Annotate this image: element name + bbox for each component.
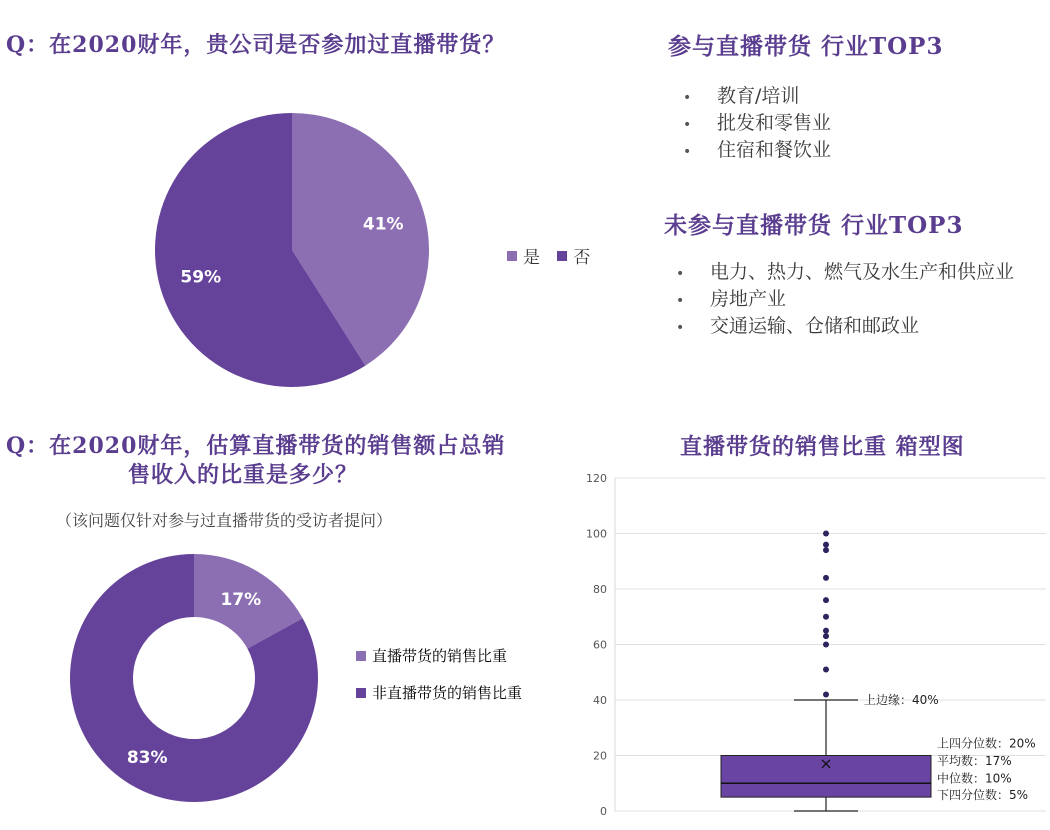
list-item: • 住宿和餐饮业: [683, 139, 832, 161]
boxplot-title: 直播带货的销售比重 箱型图: [680, 434, 965, 460]
list-item: • 交通运输、仓储和邮政业: [676, 315, 920, 337]
legend-label-non-live: 非直播带货的销售比重: [372, 684, 523, 702]
outlier-point: [823, 628, 829, 634]
q2-note: （该问题仅针对参与过直播带货的受访者提问）: [56, 511, 393, 530]
annotation-upper: 上边缘：40%: [864, 693, 939, 707]
outlier-point: [823, 614, 829, 620]
q2-title-line1: Q：在2020财年，估算直播带货的销售额占总销: [6, 433, 506, 459]
annotation-q1: 下四分位数：5%: [937, 788, 1029, 803]
outlier-point: [823, 633, 829, 639]
legend-item-no: [557, 243, 590, 268]
y-tick-label: 80: [593, 583, 607, 596]
outlier-point: [823, 542, 829, 548]
y-tick-label: 0: [600, 805, 607, 818]
y-tick-label: 20: [593, 749, 607, 763]
participation-pie-chart: [150, 108, 440, 393]
outlier-point: [823, 666, 829, 672]
legend-swatch-live: [356, 651, 366, 661]
legend-swatch-no: [557, 251, 567, 261]
pie-slice-label: 83%: [126, 748, 168, 769]
y-tick-label: 40: [593, 694, 607, 707]
y-tick-label: 60: [593, 638, 607, 652]
pie-slice-label: 41%: [362, 214, 404, 235]
list-item: • 电力、热力、燃气及水生产和供应业: [676, 261, 1015, 283]
outlier-point: [823, 531, 829, 537]
not-participated-top3-list: [676, 260, 1014, 341]
pie-slice-label: 59%: [180, 267, 222, 288]
participation-legend: [507, 243, 602, 268]
y-tick-label: 120: [586, 472, 607, 485]
sales-share-legend: [356, 645, 534, 719]
legend-swatch-yes: [507, 251, 517, 261]
q1-title: Q：在2020财年，贵公司是否参加过直播带货？: [6, 32, 506, 58]
list-item: • 教育/培训: [683, 85, 800, 107]
participated-top3-list: [683, 84, 831, 165]
legend-item-yes: [507, 243, 540, 268]
not-participated-top3-title: 未参与直播带货 行业TOP3: [664, 212, 964, 239]
list-item: • 批发和零售业: [683, 112, 832, 134]
legend-label-live: 直播带货的销售比重: [372, 647, 508, 665]
legend-swatch-non-live: [356, 688, 366, 698]
outlier-point: [823, 642, 829, 648]
legend-item-non-live: [356, 682, 522, 703]
legend-item-live: [356, 645, 522, 666]
outlier-point: [823, 547, 829, 553]
participated-top3-title: 参与直播带货 行业TOP3: [668, 33, 944, 60]
annotation-median: 中位数：10%: [937, 771, 1012, 786]
legend-label-yes: 是: [523, 248, 540, 268]
outlier-point: [823, 597, 829, 603]
box-iqr: [721, 756, 931, 798]
sales-share-donut-chart: [66, 550, 326, 808]
annotation-mean: 平均数：17%: [937, 753, 1012, 768]
list-item: • 房地产业: [676, 288, 787, 310]
outlier-point: [823, 575, 829, 581]
q2-title-line2: 售收入的比重是多少？: [128, 462, 359, 488]
annotation-q3: 上四分位数：20%: [937, 736, 1036, 751]
legend-label-no: 否: [573, 248, 591, 268]
y-tick-label: 100: [586, 527, 607, 541]
boxplot-chart: [580, 466, 1046, 826]
pie-slice-label: 17%: [220, 589, 262, 610]
outlier-point: [823, 691, 829, 697]
